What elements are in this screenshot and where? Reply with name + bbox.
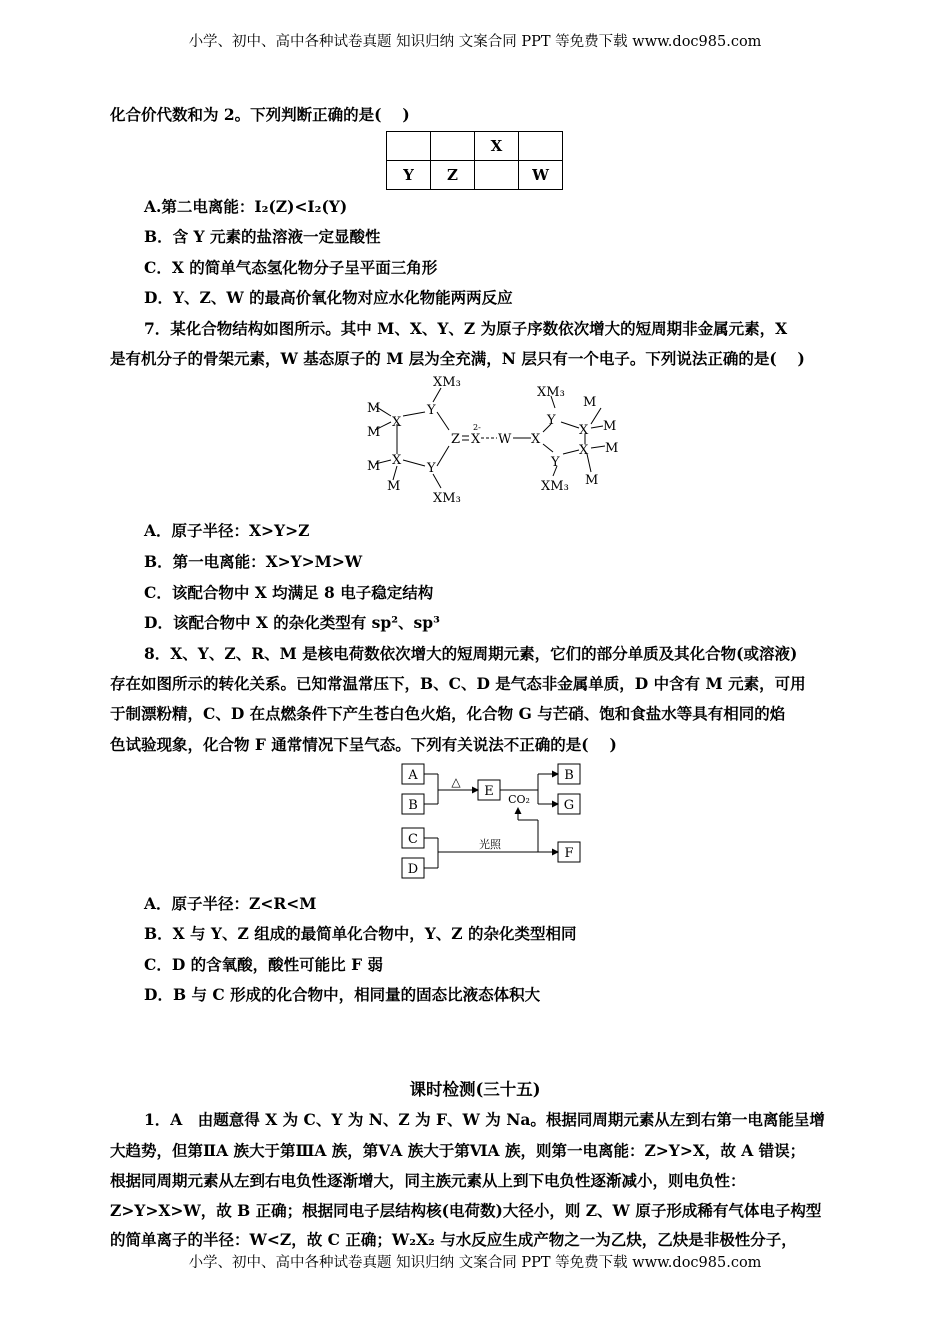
xm3-top-left-label: XM₃ bbox=[433, 375, 461, 390]
page-header: 小学、初中、高中各种试卷真题 知识归纳 文案合同 PPT 等免费下载 www.doc985.com bbox=[188, 34, 762, 50]
table-cell bbox=[519, 132, 563, 161]
table-cell bbox=[387, 132, 431, 161]
m-atom-label: M bbox=[387, 479, 401, 494]
q7-option-b: B．第一电离能：X>Y>M>W bbox=[144, 552, 363, 571]
table-cell: X bbox=[475, 132, 519, 161]
box-b-input-label: B bbox=[408, 798, 418, 813]
answers-title: 课时检测(三十五) bbox=[409, 1080, 541, 1099]
q6-option-d: D．Y、Z、W 的最高价氧化物对应水化物能两两反应 bbox=[144, 288, 513, 307]
page-footer: 小学、初中、高中各种试卷真题 知识归纳 文案合同 PPT 等免费下载 www.doc985.com bbox=[188, 1255, 762, 1271]
box-c-label: C bbox=[408, 832, 418, 847]
heat-symbol: △ bbox=[451, 775, 461, 789]
q6-option-a: A.第二电离能：I₂(Z)<I₂(Y) bbox=[144, 197, 348, 216]
box-d-label: D bbox=[407, 862, 419, 877]
charge-label: 2- bbox=[473, 423, 481, 432]
answer-line: 1．A 由题意得 X 为 C、Y 为 N、Z 为 F、W 为 Na。根据同周期元素从左到右第一电离能呈增 bbox=[144, 1110, 825, 1129]
q7-stem-line: 是有机分子的骨架元素，W 基态原子的 M 层为全充满，N 层只有一个电子。下列说法正确的是( ) bbox=[110, 349, 805, 368]
m-atom-label: M bbox=[585, 473, 599, 488]
q7-option-a: A．原子半径：X>Y>Z bbox=[144, 521, 310, 540]
table-cell: W bbox=[519, 161, 563, 190]
m-atom-label: M bbox=[367, 425, 381, 440]
q6-stem-tail: 化合价代数和为 2。下列判断正确的是( ) bbox=[110, 105, 410, 124]
x-atom-label: X bbox=[392, 453, 402, 468]
q8-stem-line: 色试验现象，化合物 F 通常情况下呈气态。下列有关说法不正确的是( ) bbox=[110, 735, 617, 754]
xm3-top-right-label: XM₃ bbox=[537, 385, 565, 400]
q7-structure-figure bbox=[355, 372, 635, 508]
q7-option-d: D．该配合物中 X 的杂化类型有 sp²、sp³ bbox=[144, 613, 440, 632]
answer-line: 根据同周期元素从左到右电负性逐渐增大，同主族元素从上到下电负性逐渐减小，则电负性： bbox=[110, 1171, 746, 1190]
q8-stem-line: 存在如图所示的转化关系。已知常温常压下，B、C、D 是气态非金属单质，D 中含有 M 元素，可用 bbox=[110, 674, 806, 693]
y-atom-label: Y bbox=[427, 403, 436, 418]
q6-option-c: C．X 的简单气态氢化物分子呈平面三角形 bbox=[144, 258, 438, 277]
box-f-label: F bbox=[564, 846, 574, 861]
periodic-table-fragment bbox=[386, 131, 563, 190]
y-atom-label: Y bbox=[427, 461, 436, 476]
answer-line: 的简单离子的半径：W<Z，故 C 正确；W₂X₂ 与水反应生成产物之一为乙炔，乙炔是非极性分子， bbox=[110, 1230, 797, 1249]
xm3-bottom-left-label: XM₃ bbox=[433, 491, 461, 506]
q8-option-c: C．D 的含氧酸，酸性可能比 F 弱 bbox=[144, 955, 383, 974]
z-atom-label: Z bbox=[451, 432, 461, 447]
table-cell: Z bbox=[431, 161, 475, 190]
q8-option-b: B．X 与 Y、Z 组成的最简单化合物中，Y、Z 的杂化类型相同 bbox=[144, 924, 577, 943]
light-condition-label: 光照 bbox=[479, 838, 501, 851]
x-atom-label: X bbox=[531, 432, 541, 447]
table-cell: Y bbox=[387, 161, 431, 190]
answer-line: Z>Y>X>W，故 B 正确；根据同电子层结构核(电荷数)大径小，则 Z、W 原子形成稀有气体电子构型 bbox=[110, 1201, 822, 1220]
x-atom-label: X bbox=[579, 443, 589, 458]
box-e-label: E bbox=[484, 784, 494, 799]
m-atom-label: M bbox=[603, 419, 617, 434]
q7-stem-line: 7．某化合物结构如图所示。其中 M、X、Y、Z 为原子序数依次增大的短周期非金属元素，X bbox=[144, 319, 788, 338]
answer-line: 大趋势，但第ⅡA 族大于第ⅢA 族，第ⅤA 族大于第ⅥA 族，则第一电离能：Z>Y>X，故 A 错误； bbox=[110, 1141, 806, 1160]
m-atom-label: M bbox=[367, 401, 381, 416]
q8-option-d: D．B 与 C 形成的化合物中，相同量的固态比液态体积大 bbox=[144, 985, 541, 1004]
q8-stem-line: 于制漂粉精，C、D 在点燃条件下产生苍白色火焰，化合物 G 与芒硝、饱和食盐水等具有相同的焰 bbox=[110, 704, 786, 723]
q6-option-b: B．含 Y 元素的盐溶液一定显酸性 bbox=[144, 227, 381, 246]
y-atom-label: Y bbox=[551, 455, 560, 470]
box-g-label: G bbox=[563, 798, 575, 813]
q7-option-c: C．该配合物中 X 均满足 8 电子稳定结构 bbox=[144, 583, 434, 602]
box-a-label: A bbox=[408, 768, 418, 783]
box-b-output-label: B bbox=[564, 768, 574, 783]
x-atom-label: X bbox=[579, 423, 589, 438]
q8-option-a: A．原子半径：Z<R<M bbox=[144, 894, 317, 913]
y-atom-label: Y bbox=[547, 413, 556, 428]
table-cell bbox=[431, 132, 475, 161]
x-atom-label: X bbox=[471, 432, 481, 447]
xm3-bottom-right-label: XM₃ bbox=[541, 479, 569, 494]
q8-stem-line: 8．X、Y、Z、R、M 是核电荷数依次增大的短周期元素，它们的部分单质及其化合物(或溶液) bbox=[144, 644, 798, 663]
m-atom-label: M bbox=[367, 459, 381, 474]
m-atom-label: M bbox=[583, 395, 597, 410]
m-atom-label: M bbox=[605, 441, 619, 456]
x-atom-label: X bbox=[392, 415, 402, 430]
w-atom-label: W bbox=[498, 432, 512, 447]
table-cell bbox=[475, 161, 519, 190]
q8-conversion-diagram bbox=[398, 760, 588, 882]
co2-label: CO₂ bbox=[508, 793, 530, 806]
